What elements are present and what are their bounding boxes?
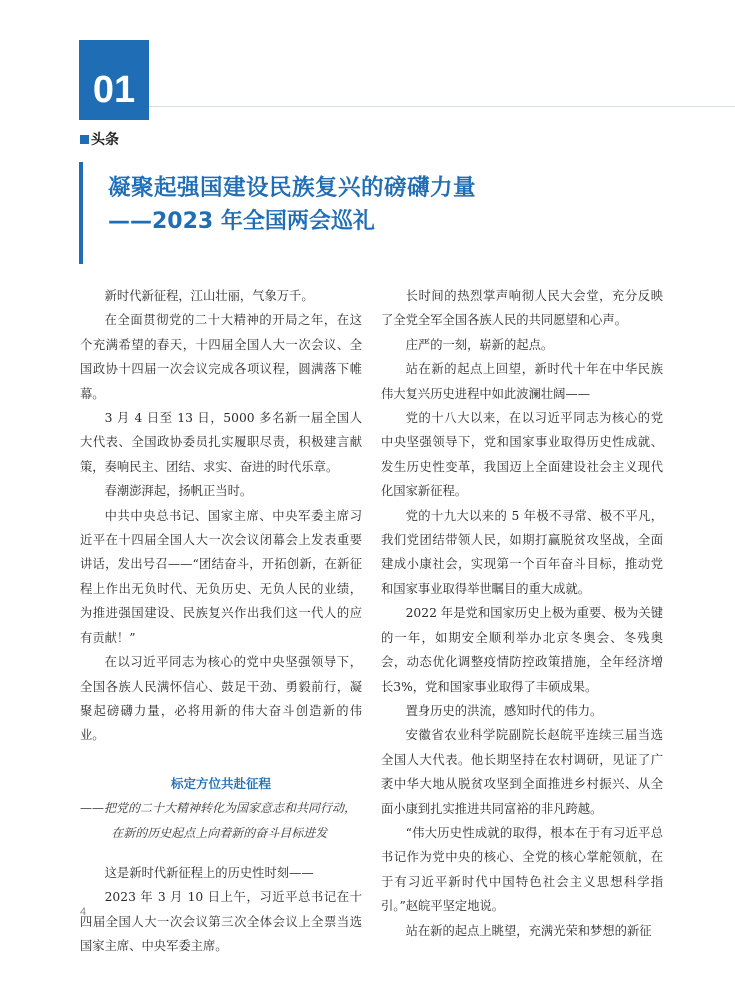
- paragraph: 中共中央总书记、国家主席、中央军委主席习近平在十四届全国人大一次会议闭幕会上发表重要讲话，发出号召——“团结奋斗，开拓创新，在新征程上作出无负时代、无负历史、无负人民的业绩，为推进强国建设、民族复兴作出我们这一代人的应有贡献！”: [80, 508, 362, 645]
- paragraph: 新时代新征程，江山壮丽，气象万千。: [104, 289, 314, 303]
- paragraph: 2022 年是党和国家历史上极为重要、极为关键的一年，如期安全顺利举办北京冬奥会、冬残奥会，动态优化调整疫情防控政策措施，全年经济增长3%，党和国家事业取得了丰硕成果。: [381, 606, 663, 694]
- paragraph: 安徽省农业科学院副院长赵皖平连续三届当选全国人大代表。他长期坚持在农村调研，见证了广袤中华大地从脱贫攻坚到全面推进乡村振兴、从全面小康到扎实推进共同富裕的非凡跨越。: [381, 728, 663, 816]
- spacer: [80, 748, 362, 772]
- article-title: 凝聚起强国建设民族复兴的磅礴力量: [108, 175, 477, 201]
- paragraph: 站在新的起点上回望，新时代十年在中华民族伟大复兴历史进程中如此波澜壮阔——: [381, 362, 663, 401]
- paragraph: 在以习近平同志为核心的党中央坚强领导下，全国各族人民满怀信心、鼓足干劲、勇毅前行，凝聚起磅礴力量，必将用新的伟大奋斗创造新的伟业。: [80, 655, 362, 743]
- paragraph: 庄严的一刻，崭新的起点。: [405, 337, 554, 352]
- left-column: [80, 284, 362, 959]
- right-column: [381, 284, 663, 943]
- paragraph: 这是新时代新征程上的历史性时刻——: [104, 865, 314, 880]
- paragraph: 党的十九大以来的 5 年极不寻常、极不平凡，我们党团结带领人民，如期打赢脱贫攻坚战，全面建成小康社会，实现第一个百年奋斗目标，推动党和国家事业取得举世瞩目的重大成就。: [381, 508, 663, 596]
- paragraph: 置身历史的洪流，感知时代的伟力。: [405, 703, 603, 718]
- paragraph: 党的十八大以来，在以习近平同志为核心的党中央坚强领导下，党和国家事业取得历史性成就、发生历史性变革，我国迈上全面建设社会主义现代化国家新征程。: [381, 411, 663, 499]
- article-subtitle: ——2023 年全国两会巡礼: [108, 209, 375, 234]
- section-heading: 标定方位共赴征程: [170, 776, 271, 791]
- square-bullet-icon: [80, 135, 89, 144]
- issue-number: 01: [92, 69, 136, 111]
- section-lead-line1: ——把党的二十大精神转化为国家意志和共同行动，: [80, 801, 357, 816]
- issue-number-box: [79, 40, 149, 120]
- paragraph: 春潮澎湃起，扬帆正当时。: [104, 484, 253, 499]
- paragraph: 3 月 4 日至 13 日，5000 多名新一届全国人大代表、全国政协委员扎实履职尽责，积极建言献策，奏响民主、团结、求实、奋进的时代乐章。: [80, 411, 362, 474]
- paragraph: 2023 年 3 月 10 日上午，习近平总书记在十四届全国人大一次会议第三次全体会议上全票当选国家主席、中央军委主席。: [80, 890, 362, 954]
- section-lead-line2: 在新的历史起点上向着新的奋斗目标进发: [111, 825, 328, 840]
- section-lead: [80, 796, 362, 845]
- section-label: 头条: [91, 131, 119, 147]
- section-tag: [80, 129, 119, 149]
- page-number: 4: [80, 906, 87, 918]
- paragraph: “伟大历史性成就的取得，根本在于有习近平总书记作为党中央的核心、全党的核心掌舵领航，在于有习近平新时代中国特色社会主义思想科学指引。”赵皖平坚定地说。: [381, 825, 663, 914]
- paragraph: 在全面贯彻党的二十大精神的开局之年，在这个充满希望的春天，十四届全国人大一次会议、全国政协十四届一次会议完成各项议程，圆满落下帷幕。: [80, 313, 362, 401]
- header-rule: [149, 106, 735, 107]
- spacer: [80, 845, 362, 861]
- paragraph: 站在新的起点上眺望，充满光荣和梦想的新征: [405, 923, 652, 938]
- title-accent-bar: [79, 162, 83, 264]
- paragraph: 长时间的热烈掌声响彻人民大会堂，充分反映了全党全军全国各族人民的共同愿望和心声。: [381, 289, 663, 328]
